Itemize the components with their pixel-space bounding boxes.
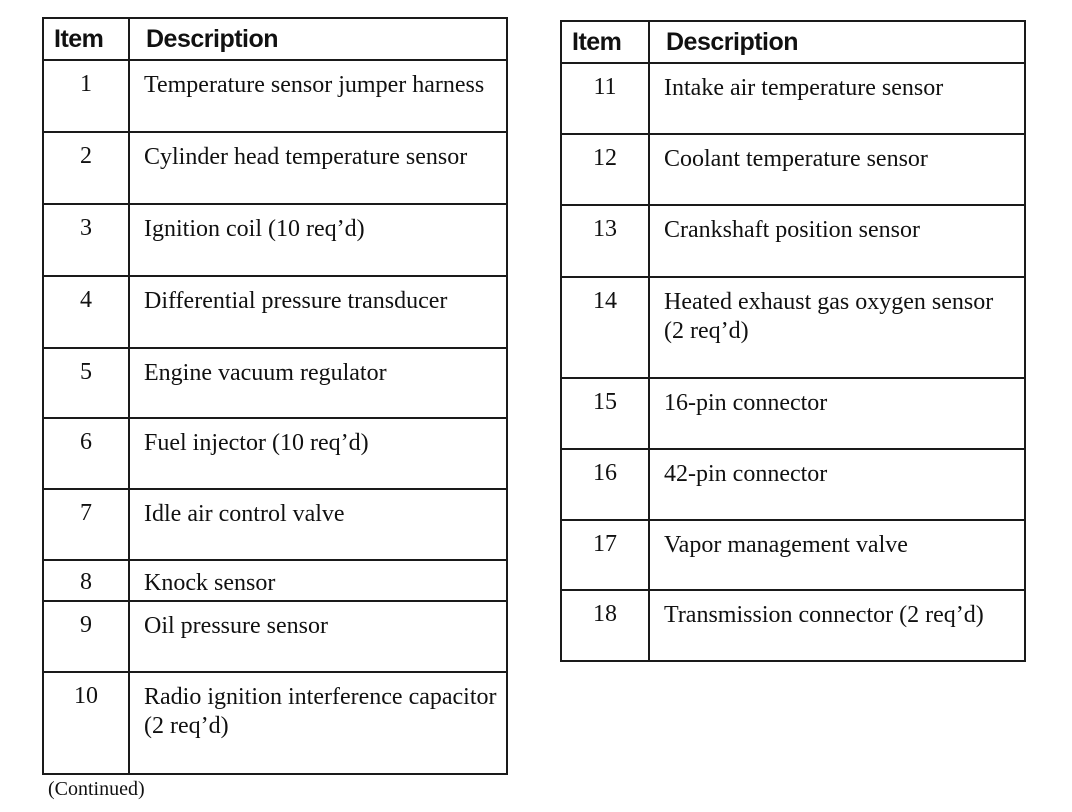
table-row (43, 601, 507, 672)
table-row (561, 205, 1025, 277)
item-number: 1 (43, 60, 129, 132)
description-column-header: Description (129, 18, 507, 60)
item-number: 10 (43, 672, 129, 774)
item-number: 13 (561, 205, 649, 277)
item-number: 16 (561, 449, 649, 520)
item-number: 15 (561, 378, 649, 449)
continued-note: (Continued) (48, 778, 145, 800)
item-description: Intake air temperature sensor (649, 63, 1025, 134)
table-row (43, 672, 507, 774)
table-row (561, 134, 1025, 205)
parts-table-left (42, 17, 508, 775)
item-description: Cylinder head temperature sensor (129, 132, 507, 204)
item-number: 11 (561, 63, 649, 134)
item-number: 7 (43, 489, 129, 560)
item-number: 18 (561, 590, 649, 661)
item-number: 4 (43, 276, 129, 348)
table-row (43, 418, 507, 489)
item-number: 3 (43, 204, 129, 276)
item-description: Transmission connector (2 req’d) (649, 590, 1025, 661)
item-column-header: Item (43, 18, 129, 60)
item-description: Vapor management valve (649, 520, 1025, 590)
item-description: Crankshaft position sensor (649, 205, 1025, 277)
item-column-header: Item (561, 21, 649, 63)
item-description: 16-pin connector (649, 378, 1025, 449)
item-number: 5 (43, 348, 129, 418)
item-description: Heated exhaust gas oxygen sensor (2 req’d) (649, 277, 1025, 378)
item-description: Coolant temperature sensor (649, 134, 1025, 205)
item-description: Oil pressure sensor (129, 601, 507, 672)
table-row (43, 132, 507, 204)
item-description: 42-pin connector (649, 449, 1025, 520)
table-row (561, 378, 1025, 449)
item-description: Fuel injector (10 req’d) (129, 418, 507, 489)
table-row (43, 60, 507, 132)
item-description: Radio ignition interference capacitor (2 req’d) (129, 672, 507, 774)
item-number: 12 (561, 134, 649, 205)
table-header-row (561, 21, 1025, 63)
item-description: Ignition coil (10 req’d) (129, 204, 507, 276)
table-header-row (43, 18, 507, 60)
item-number: 14 (561, 277, 649, 378)
table-row (561, 520, 1025, 590)
item-number: 17 (561, 520, 649, 590)
item-description: Knock sensor (129, 560, 507, 601)
parts-table-right (560, 20, 1026, 662)
item-description: Idle air control valve (129, 489, 507, 560)
item-number: 9 (43, 601, 129, 672)
item-description: Temperature sensor jumper harness (129, 60, 507, 132)
table-row (561, 277, 1025, 378)
table-row (561, 63, 1025, 134)
table-row (43, 560, 507, 601)
item-number: 6 (43, 418, 129, 489)
item-number: 8 (43, 560, 129, 601)
item-number: 2 (43, 132, 129, 204)
table-row (43, 276, 507, 348)
table-row (561, 449, 1025, 520)
description-column-header: Description (649, 21, 1025, 63)
table-row (43, 204, 507, 276)
table-row (43, 348, 507, 418)
table-row (561, 590, 1025, 661)
table-row (43, 489, 507, 560)
item-description: Engine vacuum regulator (129, 348, 507, 418)
item-description: Differential pressure transducer (129, 276, 507, 348)
